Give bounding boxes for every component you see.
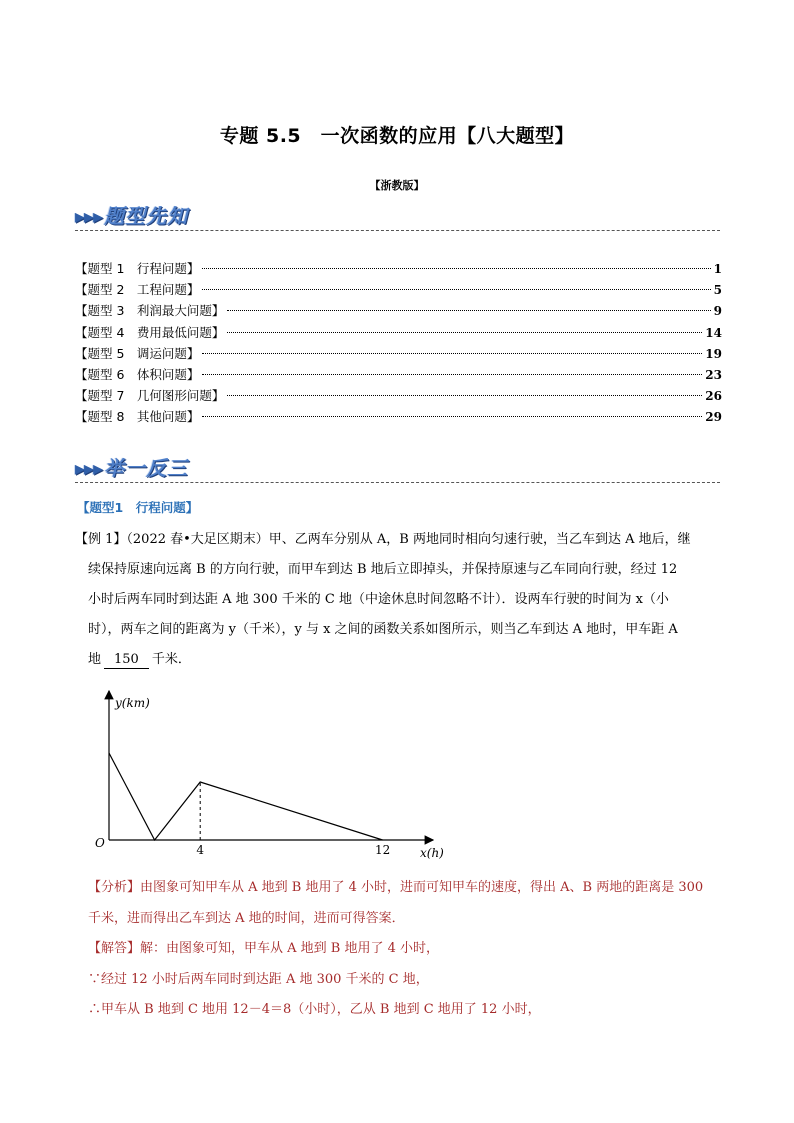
- triple-arrow-icon: ▸▸▸: [75, 456, 103, 480]
- page-title: 专题 5.5 一次函数的应用【八大题型】: [219, 125, 575, 147]
- toc-item[interactable]: [75, 259, 722, 280]
- answer-line: ∵经过 12 小时后两车同时到达距 A 地 300 千米的 C 地，: [88, 971, 429, 987]
- problem-line: 时），两车之间的距离为 y（千米），y 与 x 之间的函数关系如图所示，则当乙车到达 A 地时，甲车距 A: [88, 622, 678, 637]
- toc-item[interactable]: [75, 280, 722, 301]
- problem-text: 地: [88, 652, 102, 667]
- analysis-line: 【分析】由图象可知甲车从 A 地到 B 地用了 4 小时，进而可知甲车的速度，得出 A、B 两地的距离是 300: [88, 880, 704, 895]
- toc-item[interactable]: [75, 301, 722, 322]
- toc-page: 5: [713, 283, 722, 298]
- toc-item[interactable]: [75, 344, 722, 365]
- toc-leader: [227, 395, 702, 396]
- toc-label: 【题型 2 工程问题】: [75, 282, 200, 298]
- toc-page: 23: [705, 367, 722, 382]
- toc-label: 【题型 4 费用最低问题】: [75, 324, 225, 340]
- toc-label: 【题型 3 利润最大问题】: [75, 303, 225, 319]
- analysis-line: 千米，进而得出乙车到达 A 地的时间，进而可得答案．: [88, 910, 405, 926]
- problem-line: 【例 1】（2022 春•大足区期末）甲、乙两车分别从 A，B 两地同时相向匀速行驶，当乙车到达 A 地后，继: [75, 532, 691, 547]
- banner-examples: [75, 452, 720, 486]
- toc-leader: [202, 353, 702, 354]
- toc-label: 【题型 6 体积问题】: [75, 366, 200, 382]
- toc-page: 1: [713, 262, 722, 276]
- solution-block: [88, 873, 724, 1026]
- toc-item[interactable]: [75, 365, 722, 386]
- answer-line: ∴甲车从 B 地到 C 地用 12－4＝8（小时），乙从 B 地到 C 地用了 12 小时，: [88, 1002, 541, 1017]
- section-heading: 【题型1 行程问题】: [77, 500, 199, 515]
- example-problem: [75, 525, 723, 675]
- toc-item[interactable]: [75, 386, 722, 407]
- function-graph: [88, 685, 448, 865]
- banner-title: 题型先知: [104, 204, 189, 228]
- answer-line: 【解答】解：由图象可知，甲车从 A 地到 B 地用了 4 小时，: [88, 941, 440, 956]
- problem-line: 续保持原速向远离 B 的方向行驶，而甲车到达 B 地后立即掉头，并保持原速与乙车同向行驶，经过 12: [88, 562, 678, 577]
- series-line: [109, 753, 383, 840]
- toc-label: 【题型 5 调运问题】: [75, 345, 200, 361]
- toc-leader: [202, 268, 710, 269]
- edition-label: 【浙教版】: [369, 179, 425, 192]
- toc-page: 9: [713, 304, 722, 319]
- origin-label: O: [95, 836, 105, 850]
- triple-arrow-icon: ▸▸▸: [75, 204, 103, 228]
- toc-item[interactable]: [75, 407, 722, 428]
- toc-leader: [202, 289, 710, 290]
- x-tick-label: 12: [374, 843, 391, 857]
- toc-leader: [227, 310, 710, 311]
- table-of-contents: [75, 259, 722, 429]
- problem-line: 小时后两车同时到达距 A 地 300 千米的 C 地（中途休息时间忽略不计）．设两车行驶的时间为 x（小: [88, 592, 669, 607]
- toc-label: 【题型 7 几何图形问题】: [75, 388, 225, 404]
- toc-leader: [227, 332, 702, 333]
- problem-text: 千米．: [151, 652, 191, 667]
- y-axis-label: y(km): [115, 696, 150, 710]
- toc-page: 19: [705, 346, 722, 361]
- x-tick-label: 4: [196, 843, 205, 857]
- toc-item[interactable]: [75, 323, 722, 344]
- banner-divider: [75, 230, 720, 231]
- toc-page: 14: [705, 325, 722, 340]
- banner-divider: [75, 482, 720, 483]
- banner-topic-preview: [75, 200, 720, 234]
- problem-line: [75, 645, 723, 675]
- toc-leader: [202, 416, 702, 417]
- x-axis-label: x(h): [420, 846, 444, 860]
- toc-page: 26: [705, 389, 722, 404]
- toc-page: 29: [705, 410, 722, 425]
- banner-title: 举一反三: [104, 456, 189, 480]
- answer-blank: 150: [104, 652, 149, 669]
- toc-label: 【题型 1 行程问题】: [75, 261, 200, 276]
- toc-label: 【题型 8 其他问题】: [75, 409, 200, 425]
- toc-leader: [202, 374, 702, 375]
